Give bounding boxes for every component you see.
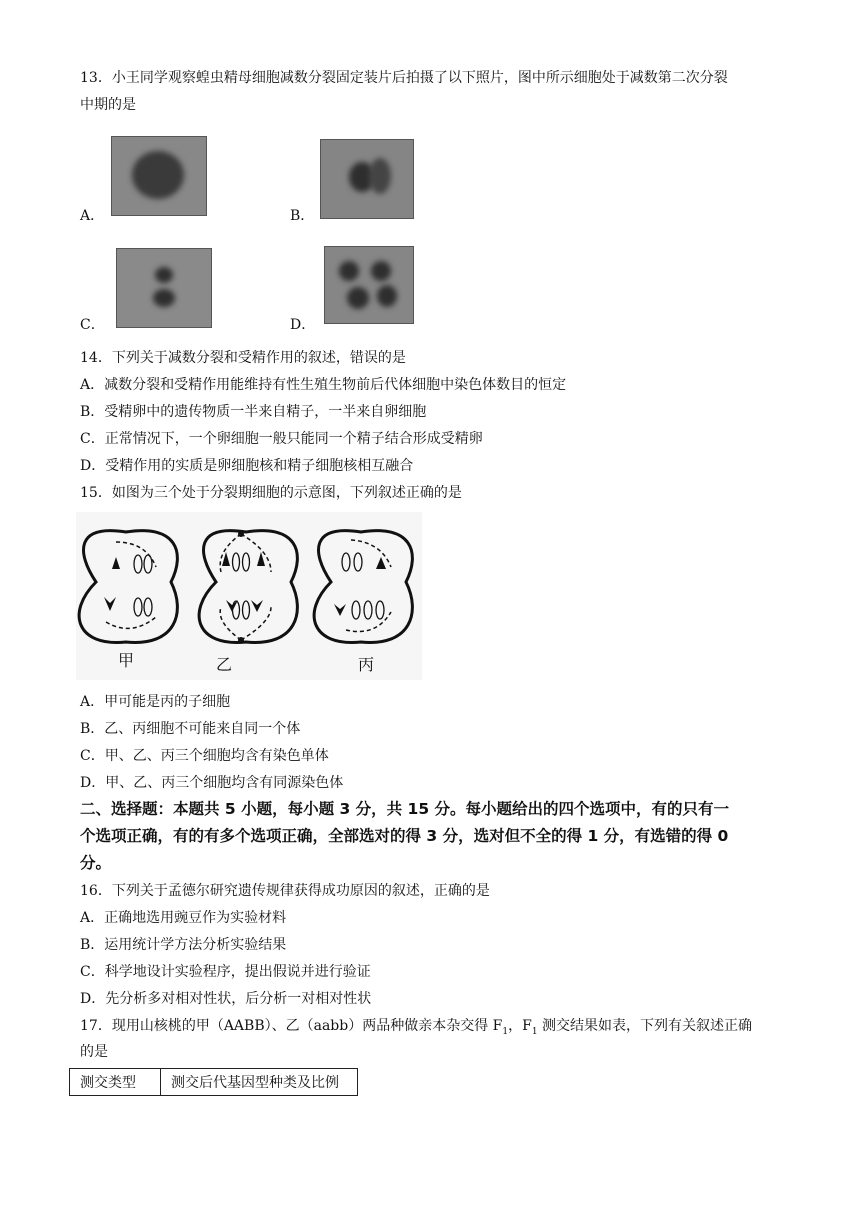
q17-stem-line1 <box>80 1016 752 1042</box>
q15-label-yi: 乙 <box>216 655 233 674</box>
q13-option-b-label: B． <box>290 208 315 224</box>
q15-option-c: C．甲、乙、丙三个细胞均含有染色单体 <box>80 748 329 764</box>
section2-heading-line1: 二、选择题：本题共 5 小题，每小题 3 分，共 15 分。每小题给出的四个选项中，有的只有一 <box>80 800 730 818</box>
q13-photo-d <box>324 246 414 324</box>
q13-photo-b <box>320 139 414 219</box>
q16-option-a: A．正确地选用豌豆作为实验材料 <box>80 910 287 926</box>
q14-option-d: D．受精作用的实质是卵细胞核和精子细胞核相互融合 <box>80 458 414 474</box>
q14-option-b: B．受精卵中的遗传物质一半来自精子，一半来自卵细胞 <box>80 404 427 420</box>
q17-table <box>69 1068 358 1096</box>
section2-heading-line2: 个选项正确，有的有多个选项正确，全部选对的得 3 分，选对但不全的得 1 分，有选错的得 0 <box>80 827 729 845</box>
q17-stem-part-a: 17．现用山核桃的甲（AABB）、乙（aabb）两品种做亲本杂交得 F <box>80 1018 503 1034</box>
q13-stem-line1: 13．小王同学观察蝗虫精母细胞减数分裂固定装片后拍摄了以下照片，图中所示细胞处于减数第二次分裂 <box>80 70 728 86</box>
q17-stem-part-b: ，F <box>508 1018 532 1034</box>
q13-option-a-label: A． <box>80 208 105 224</box>
section2-heading-line3: 分。 <box>80 854 112 872</box>
q15-stem: 15．如图为三个处于分裂期细胞的示意图，下列叙述正确的是 <box>80 485 462 501</box>
q17-stem-part-c: 测交结果如表，下列有关叙述正确 <box>537 1018 753 1034</box>
table-row <box>70 1069 358 1096</box>
q17-stem-line2: 的是 <box>80 1044 108 1060</box>
q15-cell-diagram <box>76 512 422 680</box>
table-header-cell: 测交类型 <box>70 1069 161 1096</box>
q15-option-d: D．甲、乙、丙三个细胞均含有同源染色体 <box>80 775 344 791</box>
q14-option-a: A．减数分裂和受精作用能维持有性生殖生物前后代体细胞中染色体数目的恒定 <box>80 377 567 393</box>
q13-option-c-label: C． <box>80 317 105 333</box>
q15-option-b: B．乙、丙细胞不可能来自同一个体 <box>80 721 301 737</box>
table-header-cell: 测交后代基因型种类及比例 <box>161 1069 358 1096</box>
q14-option-c: C．正常情况下，一个卵细胞一般只能同一个精子结合形成受精卵 <box>80 431 483 447</box>
q16-stem: 16．下列关于孟德尔研究遗传规律获得成功原因的叙述，正确的是 <box>80 883 490 899</box>
q16-option-b: B．运用统计学方法分析实验结果 <box>80 937 287 953</box>
q13-option-d-label: D． <box>290 317 316 333</box>
q14-stem: 14．下列关于减数分裂和受精作用的叙述，错误的是 <box>80 350 406 366</box>
q15-option-a: A．甲可能是丙的子细胞 <box>80 694 231 710</box>
q15-label-bing: 丙 <box>358 655 375 674</box>
q16-option-d: D．先分析多对相对性状，后分析一对相对性状 <box>80 991 372 1007</box>
q15-label-jia: 甲 <box>118 651 135 670</box>
q13-photo-c <box>116 248 212 328</box>
q13-stem-line2: 中期的是 <box>80 97 136 113</box>
q13-photo-a <box>111 136 207 216</box>
q17-sub-2: 1 <box>531 1026 538 1037</box>
q17-sub-1: 1 <box>502 1026 509 1037</box>
q16-option-c: C．科学地设计实验程序，提出假说并进行验证 <box>80 964 371 980</box>
